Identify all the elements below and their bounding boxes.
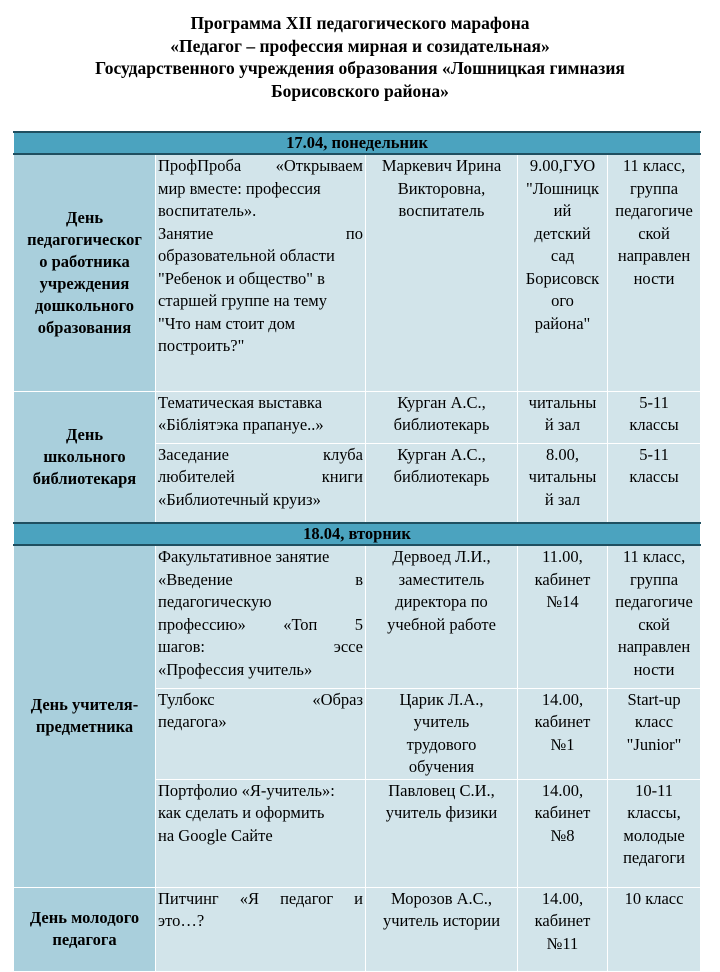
person-line: учитель	[413, 712, 470, 731]
audience-line: классы,	[627, 803, 681, 822]
audience-line: класс	[634, 712, 674, 731]
person-line: заместитель	[398, 569, 485, 589]
audience-line: 11 класс,	[622, 156, 686, 175]
place-cell	[518, 545, 608, 688]
category-line: День учителя-	[30, 695, 139, 715]
event-line: «Библиотечный круиз»	[158, 489, 321, 509]
audience-line: ской	[638, 614, 670, 634]
category-line: педагога	[52, 930, 117, 949]
audience-cell	[608, 688, 701, 779]
audience-cell	[608, 887, 701, 971]
audience-line: педагогиче	[615, 592, 693, 611]
place-line: й зал	[544, 415, 581, 434]
person-cell	[366, 545, 518, 688]
event-line: ПрофПроба «Открываем	[158, 156, 363, 175]
event-line: педагога»	[158, 712, 227, 731]
person-cell	[366, 391, 518, 443]
place-cell	[518, 443, 608, 523]
event-line: Тематическая выставка	[158, 392, 323, 412]
program-table	[13, 131, 701, 972]
event-cell	[156, 154, 366, 391]
place-line: 14.00,	[541, 689, 584, 709]
place-line: 8.00,	[546, 444, 579, 464]
person-line: Курган А.С.,	[397, 444, 486, 464]
place-line: сад	[550, 246, 575, 265]
person-cell	[366, 154, 518, 391]
person-line: библиотекарь	[393, 415, 490, 434]
place-line: 14.00,	[541, 780, 584, 800]
person-line: трудового	[406, 734, 477, 754]
event-line: Тулбокс «Образ	[158, 689, 363, 709]
event-cell	[156, 545, 366, 688]
place-line: кабинет	[534, 911, 591, 930]
day-header: 17.04, понедельник	[14, 132, 701, 154]
person-line: воспитатель	[398, 201, 485, 220]
place-line: детский	[534, 223, 591, 243]
category-line: образования	[37, 317, 132, 337]
audience-line: 10 класс	[624, 888, 684, 908]
event-cell	[156, 443, 366, 523]
category-line: учреждения	[39, 273, 130, 293]
person-line: учебной работе	[387, 614, 496, 634]
category-cell	[14, 545, 156, 887]
place-line: 14.00,	[541, 888, 584, 908]
event-line: мир вместе: профессия	[158, 178, 321, 198]
title-line: Программа XII педагогического марафона	[190, 13, 530, 33]
place-line: 9.00,ГУО	[529, 156, 596, 175]
event-line: шагов: эссе	[158, 637, 363, 656]
place-line: ого	[551, 291, 574, 310]
category-line: День	[65, 207, 104, 227]
category-line: День молодого	[29, 908, 140, 927]
event-line: Заседание клуба	[158, 444, 363, 464]
event-line: любителей книги	[158, 467, 363, 486]
audience-line: Start-up	[627, 689, 681, 709]
table-row	[14, 887, 701, 971]
person-cell	[366, 779, 518, 887]
category-line: школьного	[43, 446, 126, 466]
audience-line: "Junior"	[626, 734, 682, 754]
event-line: Питчинг «Я педагог и	[158, 888, 363, 908]
audience-cell	[608, 391, 701, 443]
place-line: кабинет	[534, 569, 591, 589]
category-line: День	[65, 424, 104, 444]
audience-line: 5-11	[639, 392, 669, 412]
person-line: Маркевич Ирина	[381, 156, 502, 175]
place-line: ий	[553, 201, 572, 220]
audience-line: молодые	[623, 825, 685, 845]
place-line: читальны	[528, 392, 597, 412]
event-line: «Профессия учитель»	[158, 659, 313, 679]
event-line: на Google Сайте	[158, 825, 273, 845]
audience-line: педагогиче	[615, 201, 693, 220]
person-line: учитель физики	[385, 803, 498, 822]
audience-line: классы	[629, 415, 679, 434]
place-cell	[518, 688, 608, 779]
event-line: педагогическую	[158, 592, 272, 611]
category-line: дошкольного	[35, 295, 134, 315]
title-line: «Педагог – профессия мирная и созидательная»	[170, 35, 550, 56]
table-row	[14, 154, 701, 391]
event-line: «Бібліятэка прапануе..»	[158, 415, 324, 434]
event-line: «Введение в	[158, 569, 363, 589]
person-cell	[366, 688, 518, 779]
audience-cell	[608, 545, 701, 688]
category-line: библиотекаря	[32, 468, 137, 488]
place-line: Борисовск	[525, 268, 600, 288]
category-line: педагогическог	[27, 229, 142, 249]
event-line: Портфолио «Я-учитель»:	[158, 780, 335, 800]
place-cell	[518, 779, 608, 887]
place-cell	[518, 154, 608, 391]
audience-line: 5-11	[639, 444, 669, 464]
category-line: о работника	[39, 251, 130, 271]
person-line: библиотекарь	[393, 467, 490, 486]
event-line: Занятие по	[158, 223, 363, 243]
place-line: №14	[546, 592, 579, 611]
event-line: Факультативное занятие	[158, 547, 330, 566]
audience-line: группа	[630, 569, 679, 589]
category-cell	[14, 154, 156, 391]
category-cell	[14, 887, 156, 971]
event-cell	[156, 688, 366, 779]
table-row	[14, 545, 701, 688]
person-line: Дервоед Л.И.,	[392, 547, 491, 566]
audience-line: ской	[638, 223, 670, 243]
place-line: "Лошницк	[526, 178, 599, 198]
event-line: профессию» «Топ 5	[158, 614, 363, 634]
person-line: директора по	[395, 592, 488, 611]
audience-line: ности	[633, 268, 675, 288]
audience-line: классы	[629, 467, 679, 486]
audience-cell	[608, 443, 701, 523]
event-cell	[156, 391, 366, 443]
table-row	[14, 391, 701, 443]
place-cell	[518, 391, 608, 443]
program-title	[0, 12, 720, 102]
person-line: Царик Л.А.,	[399, 689, 484, 709]
audience-line: направлен	[617, 637, 691, 656]
person-line: Викторовна,	[397, 178, 486, 198]
event-line: "Что нам стоит дом	[158, 313, 296, 333]
day-header: 18.04, вторник	[14, 523, 701, 545]
place-line: 11.00,	[542, 547, 583, 566]
event-line: построить?"	[158, 336, 245, 355]
event-line: "Ребенок и общество" в	[158, 268, 325, 288]
event-line: образовательной области	[158, 246, 335, 265]
person-line: Курган А.С.,	[397, 392, 486, 412]
event-cell	[156, 887, 366, 971]
day-header-row	[14, 132, 701, 154]
person-cell	[366, 887, 518, 971]
day-header-row	[14, 523, 701, 545]
event-cell	[156, 779, 366, 887]
event-line: воспитатель».	[158, 201, 257, 220]
place-line: кабинет	[534, 712, 591, 731]
person-cell	[366, 443, 518, 523]
place-line: №11	[546, 933, 579, 953]
category-cell	[14, 391, 156, 523]
audience-line: направлен	[617, 246, 691, 265]
audience-line: 10-11	[635, 780, 673, 800]
audience-line: группа	[630, 178, 679, 198]
audience-cell	[608, 779, 701, 887]
event-line: как сделать и оформить	[158, 803, 325, 822]
title-line: Борисовского района»	[271, 80, 449, 101]
person-line: Павловец С.И.,	[388, 780, 495, 800]
person-line: Морозов А.С.,	[391, 888, 492, 908]
place-line: читальны	[528, 467, 597, 486]
place-line: кабинет	[534, 803, 591, 822]
event-line: старшей группе на тему	[158, 291, 327, 310]
place-cell	[518, 887, 608, 971]
person-line: учитель истории	[382, 911, 501, 930]
audience-line: ности	[633, 659, 675, 679]
place-line: й зал	[544, 489, 581, 509]
event-line: это…?	[158, 911, 205, 930]
audience-cell	[608, 154, 701, 391]
place-line: района"	[534, 313, 591, 333]
title-line: Государственного учреждения образования «Лошницкая гимназия	[95, 58, 625, 78]
place-line: №8	[550, 825, 575, 845]
audience-line: педагоги	[623, 848, 685, 867]
category-line: предметника	[35, 717, 134, 737]
person-line: обучения	[408, 757, 475, 776]
place-line: №1	[550, 734, 575, 754]
audience-line: 11 класс,	[622, 547, 686, 566]
